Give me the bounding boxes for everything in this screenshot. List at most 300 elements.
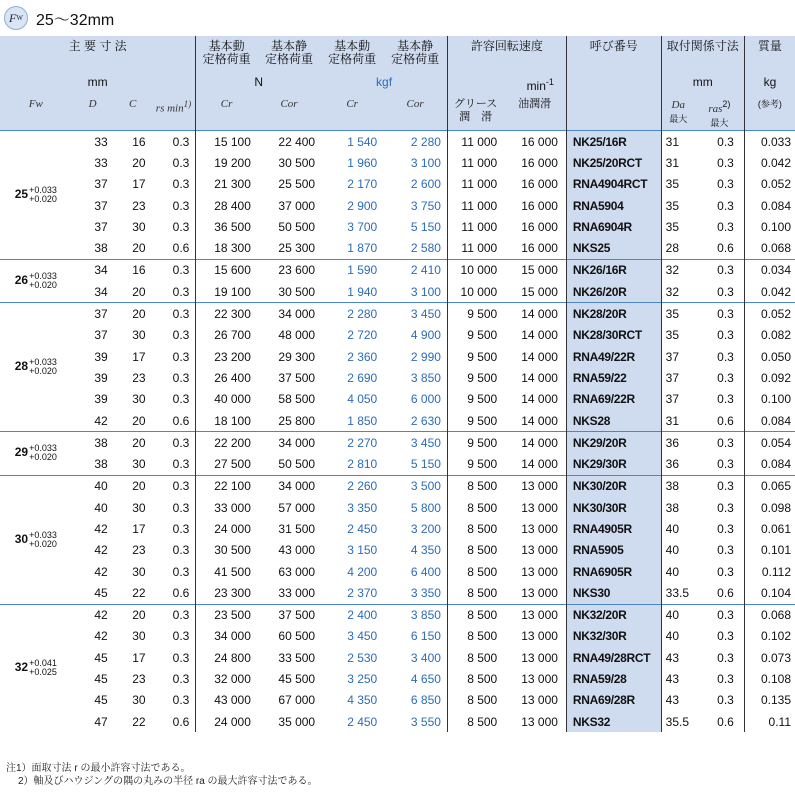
sym-c: C	[128, 98, 137, 110]
value-cell: 15 600	[196, 259, 257, 281]
bearing-group	[0, 475, 795, 604]
value-cell: 42	[94, 543, 108, 558]
value-cell: 0.102	[744, 626, 795, 647]
value-cell: 0.6	[172, 241, 190, 256]
value-cell: 26 700	[196, 325, 257, 346]
value-cell: 13 000	[521, 672, 558, 687]
header-stat-kgf: 基本静 定格荷重	[391, 39, 440, 66]
table-row	[0, 540, 795, 561]
header-stat: 基本静 定格荷重	[264, 39, 313, 66]
designation-cell: RNA5905	[566, 540, 661, 561]
value-cell: 14 000	[503, 432, 566, 454]
value-cell: 13 000	[521, 521, 558, 536]
value-cell: 0.11	[744, 711, 795, 732]
designation-cell: RNA5904	[566, 195, 661, 216]
value-cell: 6 400	[410, 564, 441, 579]
designation-cell: RNA4905R	[566, 518, 661, 539]
value-cell: 13 000	[521, 500, 558, 515]
value-cell: 45	[94, 672, 108, 687]
footnote-2: 2）軸及びハウジングの隅の丸みの半径 ra の最大許容寸法である。	[18, 776, 318, 787]
value-cell: 8 500	[447, 668, 503, 689]
sym-ras: ras$^{2)}$ 最大	[708, 99, 731, 128]
value-cell: 0.3	[172, 284, 190, 299]
value-cell: 40	[661, 626, 695, 647]
value-cell: 8 500	[447, 711, 503, 732]
value-cell: 11 000	[447, 195, 503, 216]
designation-cell: NK25/16R	[566, 131, 661, 153]
value-cell: 2 900	[347, 198, 378, 213]
value-cell: 37	[94, 219, 108, 234]
value-cell: 13 000	[521, 693, 558, 708]
header-grease: グリース 潤 滑	[447, 98, 503, 131]
value-cell: 0.3	[152, 131, 196, 153]
value-cell: 17	[132, 521, 146, 536]
value-cell: 16 000	[503, 131, 566, 153]
value-cell: 8 500	[447, 604, 503, 626]
value-cell: 3 550	[410, 714, 441, 729]
value-cell: 50 500	[278, 457, 316, 472]
value-cell: 0.3	[717, 629, 734, 644]
designation-cell: NK28/30RCT	[566, 325, 661, 346]
value-cell: 9 500	[447, 389, 503, 410]
value-cell: 40	[72, 475, 114, 497]
value-cell: 0.3	[172, 392, 190, 407]
value-cell: 8 500	[447, 626, 503, 647]
designation-cell: RNA6904R	[566, 216, 661, 237]
value-cell: 8 500	[447, 582, 503, 604]
value-cell: 0.3	[695, 432, 745, 454]
value-cell: 14 000	[521, 457, 558, 472]
designation-cell: NKS30	[566, 582, 661, 604]
value-cell: 0.3	[152, 475, 196, 497]
value-cell: 0.052	[744, 303, 795, 325]
header-designation: 呼び番号	[566, 36, 661, 76]
value-cell: 23 200	[196, 346, 257, 367]
value-cell: 17	[132, 650, 146, 665]
value-cell: 9 500	[447, 325, 503, 346]
value-cell: 30 500	[278, 155, 316, 170]
value-cell: 0.104	[744, 582, 795, 604]
value-cell: 16 000	[521, 198, 558, 213]
value-cell: 14 000	[521, 349, 558, 364]
value-cell: 8 500	[447, 518, 503, 539]
value-cell: 2 360	[347, 349, 378, 364]
value-cell: 19 200	[196, 152, 257, 173]
value-cell: 3 100	[410, 284, 441, 299]
designation-cell: NK26/16R	[566, 259, 661, 281]
fw-tolerance: +0.041 +0.025	[29, 658, 57, 678]
value-cell: 3 850	[410, 370, 441, 385]
value-cell: 24 000	[196, 518, 257, 539]
value-cell: 4 050	[347, 392, 378, 407]
header-mount: 取付関係寸法	[661, 36, 744, 76]
table-row	[0, 453, 795, 475]
value-cell: 0.098	[744, 497, 795, 518]
footnotes	[6, 762, 318, 788]
value-cell: 22 400	[257, 131, 321, 153]
table-row	[0, 711, 795, 732]
value-cell: 35	[661, 174, 695, 195]
value-cell: 4 650	[410, 672, 441, 687]
value-cell: 20	[114, 604, 152, 626]
table-row	[0, 518, 795, 539]
header-designation-blank	[566, 76, 661, 98]
fw-cell	[0, 604, 72, 732]
value-cell: 23 600	[257, 259, 321, 281]
designation-cell: NK26/20R	[566, 281, 661, 303]
value-cell: 58 500	[278, 392, 316, 407]
designation-cell: RNA59/28	[566, 668, 661, 689]
value-cell: 38	[661, 475, 695, 497]
value-cell: 17	[132, 177, 146, 192]
value-cell: 0.3	[717, 284, 734, 299]
value-cell: 30	[132, 629, 146, 644]
value-cell: 2 410	[383, 259, 447, 281]
designation-cell: NK29/20R	[566, 432, 661, 454]
value-cell: 30 500	[278, 284, 316, 299]
value-cell: 33 000	[278, 585, 316, 600]
sym-rs: rs $\min^{1)}$	[155, 99, 192, 115]
value-cell: 11 000	[447, 131, 503, 153]
value-cell: 0.065	[744, 475, 795, 497]
fw-value: 32	[14, 660, 29, 675]
value-cell: 45	[94, 585, 108, 600]
value-cell: 5 150	[410, 457, 441, 472]
value-cell: 4 350	[410, 543, 441, 558]
value-cell: 32	[661, 281, 695, 303]
fw-cell	[0, 475, 72, 604]
table-row	[0, 281, 795, 303]
value-cell: 30 500	[196, 540, 257, 561]
value-cell: 0.3	[695, 303, 745, 325]
value-cell: 0.3	[172, 543, 190, 558]
value-cell: 43 000	[278, 543, 316, 558]
value-cell: 34	[94, 284, 108, 299]
value-cell: 23	[132, 672, 146, 687]
value-cell: 0.3	[152, 303, 196, 325]
value-cell: 0.068	[744, 604, 795, 626]
value-cell: 3 450	[383, 303, 447, 325]
value-cell: 22	[132, 714, 146, 729]
value-cell: 33	[94, 155, 108, 170]
value-cell: 37	[94, 328, 108, 343]
designation-cell: RNA49/22R	[566, 346, 661, 367]
value-cell: 3 350	[410, 585, 441, 600]
table-row	[0, 346, 795, 367]
value-cell: 31 500	[278, 521, 316, 536]
value-cell: 13 000	[521, 543, 558, 558]
value-cell: 39	[94, 392, 108, 407]
designation-cell: NK32/20R	[566, 604, 661, 626]
value-cell: 30	[132, 392, 146, 407]
designation-cell: NK30/30R	[566, 497, 661, 518]
value-cell: 40	[661, 561, 695, 582]
value-cell: 0.3	[172, 521, 190, 536]
value-cell: 30	[132, 500, 146, 515]
table-row	[0, 325, 795, 346]
sym-d: D	[88, 98, 97, 110]
value-cell: 42	[94, 629, 108, 644]
value-cell: 14 000	[521, 328, 558, 343]
value-cell: 0.3	[172, 370, 190, 385]
value-cell: 0.3	[717, 328, 734, 343]
value-cell: 0.084	[744, 195, 795, 216]
value-cell: 26 400	[196, 367, 257, 388]
value-cell: 28	[661, 237, 695, 259]
value-cell: 10 000	[447, 281, 503, 303]
header-dyn-kgf: 基本動 定格荷重	[328, 39, 377, 66]
value-cell: 0.3	[717, 198, 734, 213]
designation-cell: RNA49/28RCT	[566, 647, 661, 668]
value-cell: 3 350	[347, 500, 378, 515]
value-cell: 42	[94, 413, 108, 428]
value-cell: 0.3	[717, 457, 734, 472]
value-cell: 43	[661, 647, 695, 668]
value-cell: 22 100	[196, 475, 257, 497]
value-cell: 3 250	[347, 672, 378, 687]
table-row	[0, 152, 795, 173]
fw-cell	[0, 259, 72, 303]
value-cell: 0.3	[172, 328, 190, 343]
header-oil: 油潤滑	[518, 98, 552, 110]
value-cell: 3 150	[347, 543, 378, 558]
value-cell: 3 750	[410, 198, 441, 213]
table-row	[0, 259, 795, 281]
value-cell: 40 000	[196, 389, 257, 410]
value-cell: 25 300	[278, 241, 316, 256]
value-cell: 0.042	[744, 281, 795, 303]
value-cell: 13 000	[521, 564, 558, 579]
value-cell: 34 000	[257, 432, 321, 454]
value-cell: 28 400	[196, 195, 257, 216]
value-cell: 16 000	[521, 155, 558, 170]
value-cell: 25 500	[278, 177, 316, 192]
value-cell: 37	[661, 389, 695, 410]
value-cell: 0.3	[717, 650, 734, 665]
value-cell: 1 850	[347, 413, 378, 428]
value-cell: 1 590	[321, 259, 383, 281]
value-cell: 20	[114, 432, 152, 454]
value-cell: 0.3	[717, 349, 734, 364]
bearing-group	[0, 604, 795, 732]
table-row	[0, 647, 795, 668]
value-cell: 67 000	[278, 693, 316, 708]
sym-cr: Cr	[196, 98, 257, 131]
mass-note: (参考)	[744, 98, 795, 131]
value-cell: 19 100	[196, 281, 257, 303]
value-cell: 2 280	[321, 303, 383, 325]
value-cell: 30	[132, 564, 146, 579]
fw-value: 26	[14, 273, 29, 288]
value-cell: 13 000	[503, 475, 566, 497]
designation-cell: NK30/20R	[566, 475, 661, 497]
value-cell: 9 500	[447, 453, 503, 475]
value-cell: 20	[132, 155, 146, 170]
value-cell: 17	[132, 349, 146, 364]
value-cell: 38	[94, 457, 108, 472]
value-cell: 57 000	[278, 500, 316, 515]
value-cell: 40	[94, 500, 108, 515]
value-cell: 2 600	[410, 177, 441, 192]
value-cell: 8 500	[447, 540, 503, 561]
value-cell: 24 000	[196, 711, 257, 732]
value-cell: 2 170	[347, 177, 378, 192]
value-cell: 0.084	[744, 453, 795, 475]
value-cell: 33	[72, 131, 114, 153]
value-cell: 43	[661, 668, 695, 689]
designation-cell: RNA4904RCT	[566, 174, 661, 195]
value-cell: 0.108	[744, 668, 795, 689]
value-cell: 36 500	[196, 216, 257, 237]
value-cell: 31	[661, 410, 695, 432]
value-cell: 0.3	[717, 219, 734, 234]
value-cell: 35	[661, 325, 695, 346]
value-cell: 2 280	[383, 131, 447, 153]
title-range: 25～32mm	[36, 11, 115, 29]
value-cell: 35 000	[278, 714, 316, 729]
value-cell: 0.3	[172, 629, 190, 644]
value-cell: 15 100	[196, 131, 257, 153]
value-cell: 2 630	[410, 413, 441, 428]
fw-symbol-badge: F W	[4, 6, 28, 30]
header-dyn: 基本動 定格荷重	[196, 36, 257, 76]
value-cell: 41 500	[196, 561, 257, 582]
value-cell: 2 530	[347, 650, 378, 665]
value-cell: 3 200	[410, 521, 441, 536]
table-row	[0, 389, 795, 410]
value-cell: 0.068	[744, 237, 795, 259]
fw-cell	[0, 432, 72, 476]
header-unit-kgf: kgf	[376, 75, 393, 89]
table-row	[0, 410, 795, 432]
value-cell: 21 300	[196, 174, 257, 195]
value-cell: 40	[661, 540, 695, 561]
value-cell: 11 000	[447, 174, 503, 195]
value-cell: 0.112	[744, 561, 795, 582]
value-cell: 20	[114, 475, 152, 497]
value-cell: 16	[114, 131, 152, 153]
bearing-group	[0, 259, 795, 303]
value-cell: 37	[72, 303, 114, 325]
value-cell: 0.3	[717, 392, 734, 407]
value-cell: 0.3	[172, 500, 190, 515]
value-cell: 0.3	[717, 672, 734, 687]
value-cell: 37	[94, 177, 108, 192]
value-cell: 3 700	[347, 219, 378, 234]
value-cell: 2 270	[321, 432, 383, 454]
value-cell: 8 500	[447, 475, 503, 497]
header-speed-unit: $\min^{-1}$	[447, 76, 566, 98]
value-cell: 36	[661, 432, 695, 454]
value-cell: 18 100	[196, 410, 257, 432]
bearing-table	[0, 36, 795, 732]
value-cell: 45 500	[278, 672, 316, 687]
value-cell: 4 350	[347, 693, 378, 708]
value-cell: 38	[661, 497, 695, 518]
fw-tolerance: +0.033 +0.020	[29, 184, 57, 204]
sym-cor: Cor	[280, 98, 298, 110]
value-cell: 0.3	[172, 650, 190, 665]
value-cell: 0.3	[717, 155, 734, 170]
value-cell: 23 300	[196, 582, 257, 604]
value-cell: 0.3	[717, 177, 734, 192]
value-cell: 2 580	[410, 241, 441, 256]
value-cell: 0.052	[744, 174, 795, 195]
value-cell: 36	[661, 453, 695, 475]
value-cell: 16	[114, 259, 152, 281]
value-cell: 30	[132, 693, 146, 708]
table-row	[0, 561, 795, 582]
value-cell: 0.084	[744, 410, 795, 432]
value-cell: 0.6	[172, 714, 190, 729]
value-cell: 0.3	[172, 177, 190, 192]
value-cell: 11 000	[447, 216, 503, 237]
value-cell: 32 000	[196, 668, 257, 689]
value-cell: 24 800	[196, 647, 257, 668]
value-cell: 32	[661, 259, 695, 281]
header-mass: 質量	[744, 36, 795, 76]
value-cell: 22	[132, 585, 146, 600]
value-cell: 0.3	[172, 155, 190, 170]
value-cell: 0.092	[744, 367, 795, 388]
value-cell: 33 000	[196, 497, 257, 518]
sym-cr-kgf: Cr	[346, 98, 358, 110]
value-cell: 0.042	[744, 152, 795, 173]
header-speed: 許容回転速度	[447, 36, 566, 76]
value-cell: 13 000	[521, 714, 558, 729]
value-cell: 0.3	[172, 349, 190, 364]
value-cell: 2 450	[347, 521, 378, 536]
value-cell: 20	[132, 241, 146, 256]
table-row	[0, 668, 795, 689]
value-cell: 0.3	[717, 370, 734, 385]
value-cell: 6 850	[410, 693, 441, 708]
value-cell: 47	[94, 714, 108, 729]
bearing-group	[0, 131, 795, 260]
value-cell: 50 500	[278, 219, 316, 234]
table-header	[0, 36, 795, 131]
value-cell: 0.101	[744, 540, 795, 561]
value-cell: 43 000	[196, 690, 257, 711]
value-cell: 0.033	[744, 131, 795, 153]
table-row	[0, 690, 795, 711]
page-title	[4, 4, 114, 32]
value-cell: 31	[661, 152, 695, 173]
table-row	[0, 604, 795, 626]
value-cell: 1 960	[347, 155, 378, 170]
designation-cell: RNA6905R	[566, 561, 661, 582]
designation-cell: NK32/30R	[566, 626, 661, 647]
value-cell: 60 500	[278, 629, 316, 644]
value-cell: 2 400	[321, 604, 383, 626]
value-cell: 33 500	[278, 650, 316, 665]
value-cell: 6 150	[410, 629, 441, 644]
designation-cell: NK28/20R	[566, 303, 661, 325]
designation-cell: RNA59/22	[566, 367, 661, 388]
header-unit-n: N	[196, 76, 321, 98]
value-cell: 5 800	[410, 500, 441, 515]
value-cell: 0.061	[744, 518, 795, 539]
value-cell: 0.6	[717, 241, 734, 256]
fw-cell	[0, 131, 72, 260]
value-cell: 5 150	[410, 219, 441, 234]
table-row	[0, 367, 795, 388]
table-row	[0, 237, 795, 259]
value-cell: 10 000	[447, 259, 503, 281]
value-cell: 2 450	[347, 714, 378, 729]
value-cell: 8 500	[447, 497, 503, 518]
value-cell: 40	[661, 604, 695, 626]
